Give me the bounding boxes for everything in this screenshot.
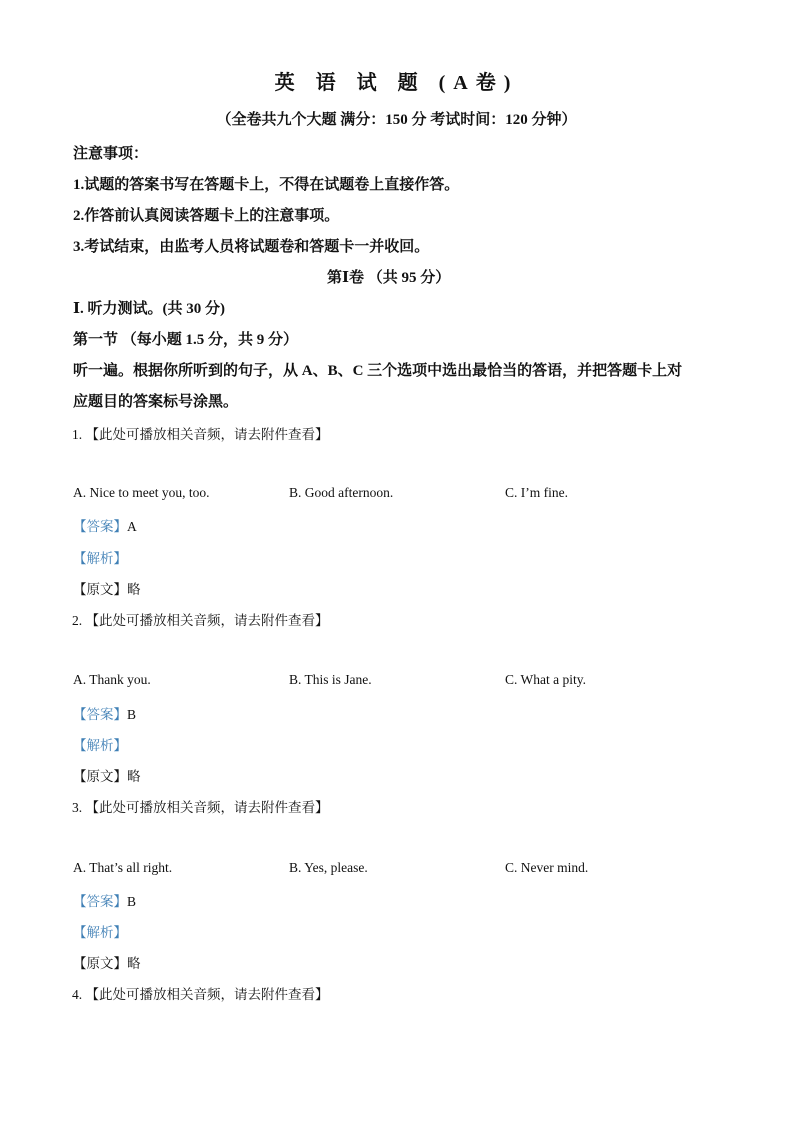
question-1-analysis-label: 【解析】 (73, 551, 127, 566)
answer-value: A (127, 519, 137, 534)
answer-value: B (127, 707, 137, 722)
question-1-option-c: C. I’m fine. (505, 485, 568, 500)
subsection-heading: 第一节 （每小题 1.5 分，共 9 分） (73, 332, 299, 348)
original-value: 略 (127, 956, 141, 971)
instruction-line-2: 应题目的答案标号涂黑。 (73, 394, 239, 410)
question-1-answer (73, 515, 137, 535)
original-value: 略 (127, 582, 141, 597)
question-2-option-b: B. This is Jane. (289, 672, 372, 687)
question-3-prompt[interactable]: 3. 【此处可播放相关音频，请去附件查看】 (72, 800, 329, 815)
note-item-2: 2.作答前认真阅读答题卡上的注意事项。 (73, 208, 340, 224)
original-label: 【原文】 (73, 769, 127, 784)
original-value: 略 (127, 769, 141, 784)
answer-label: 【答案】 (73, 519, 127, 534)
question-2-original (73, 765, 141, 785)
question-2-option-c: C. What a pity. (505, 672, 586, 687)
question-3-analysis-label: 【解析】 (73, 925, 127, 940)
question-3-original (73, 952, 141, 972)
question-1-option-b: B. Good afternoon. (289, 485, 394, 500)
section-heading: Ⅰ. 听力测试。(共 30 分) (73, 301, 226, 317)
original-label: 【原文】 (73, 582, 127, 597)
question-2-option-a: A. Thank you. (73, 672, 151, 687)
notes-heading: 注意事项： (73, 146, 149, 162)
question-3-option-b: B. Yes, please. (289, 860, 368, 875)
exam-subtitle: （全卷共九个大题 满分：150 分 考试时间：120 分钟） (216, 112, 577, 128)
question-2-answer (73, 703, 136, 723)
question-1-prompt[interactable]: 1. 【此处可播放相关音频，请去附件查看】 (72, 427, 329, 442)
answer-label: 【答案】 (73, 707, 127, 722)
answer-label: 【答案】 (73, 894, 127, 909)
exam-title: 英 语 试 题 (A卷) (274, 72, 519, 94)
original-label: 【原文】 (73, 956, 127, 971)
note-item-3: 3.考试结束，由监考人员将试题卷和答题卡一并收回。 (73, 239, 430, 255)
note-item-1: 1.试题的答案书写在答题卡上，不得在试题卷上直接作答。 (73, 177, 460, 193)
question-4-prompt[interactable]: 4. 【此处可播放相关音频，请去附件查看】 (72, 987, 329, 1002)
question-1-original (73, 578, 141, 598)
question-2-analysis-label: 【解析】 (73, 738, 127, 753)
question-3-option-a: A. That’s all right. (73, 860, 173, 875)
question-2-prompt[interactable]: 2. 【此处可播放相关音频，请去附件查看】 (72, 613, 329, 628)
question-3-answer (73, 890, 136, 910)
part-heading: 第Ⅰ卷 （共 95 分） (327, 270, 451, 286)
answer-value: B (127, 894, 137, 909)
instruction-line-1: 听一遍。根据你所听到的句子，从 A、B、C 三个选项中选出最恰当的答语，并把答题卡上对 (73, 363, 683, 379)
question-3-option-c: C. Never mind. (505, 860, 589, 875)
question-1-option-a: A. Nice to meet you, too. (73, 485, 210, 500)
